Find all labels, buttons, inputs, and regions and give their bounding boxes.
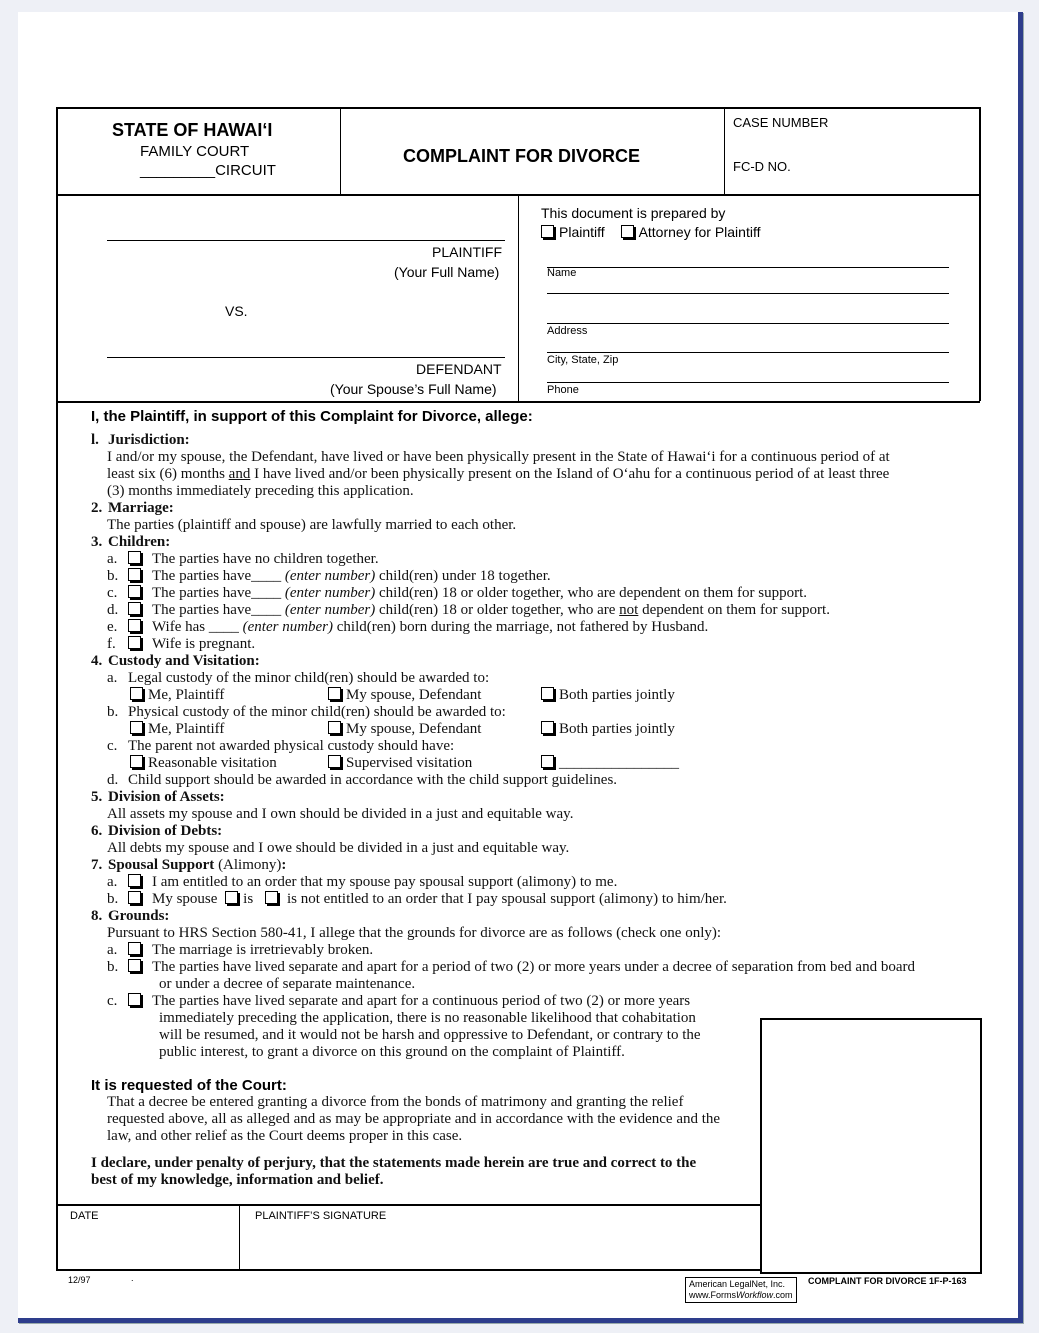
physical-both-checkbox[interactable] xyxy=(541,721,554,734)
signature-field-label[interactable]: PLAINTIFF’S SIGNATURE xyxy=(255,1210,387,1222)
allege-heading: I, the Plaintiff, in support of this Complaint for Divorce, allege: xyxy=(91,408,533,425)
vendor-name: American LegalNet, Inc. xyxy=(689,1279,786,1289)
document-title: COMPLAINT FOR DIVORCE xyxy=(403,146,640,166)
other-visitation-field[interactable]: ________________ xyxy=(559,755,679,771)
grounds-c-checkbox[interactable] xyxy=(128,993,141,1006)
plaintiff-label: PLAINTIFF xyxy=(432,244,503,260)
custody-a-text: a. Legal custody of the minor child(ren) should be awarded to: xyxy=(107,670,490,686)
legal-me-checkbox[interactable] xyxy=(130,687,143,700)
other-visitation-checkbox[interactable] xyxy=(541,755,554,768)
custody-b-me: Me, Plaintiff xyxy=(130,721,224,738)
grounds-option-b: b. The parties have lived separate and apart for a period of two (2) or more years under a decree of separation from bed and board xyxy=(107,959,915,975)
custody-a-both: Both parties jointly xyxy=(541,687,675,704)
custody-a-spouse: My spouse, Defendant xyxy=(328,687,481,704)
section-1-heading: l. Jurisdiction: xyxy=(91,432,190,448)
vendor-box xyxy=(685,1277,797,1303)
grounds-option-c-line-3: will be resumed, and it would not be harsh and oppressive to Defendant, or contrary to the xyxy=(159,1027,701,1043)
children-d-count[interactable]: ____ xyxy=(251,602,282,618)
children-option-d: d. The parties have____ (enter number) child(ren) 18 or older together, who are not dependent on them for support. xyxy=(107,602,830,618)
header-top-border xyxy=(56,107,980,109)
section-5-heading: 5. Division of Assets: xyxy=(91,789,225,805)
declaration-line-1: I declare, under penalty of perjury, that the statements made herein are true and correct to the xyxy=(91,1155,697,1171)
children-b-checkbox[interactable] xyxy=(128,568,141,581)
signature-divider xyxy=(239,1204,240,1270)
section-8-heading: 8. Grounds: xyxy=(91,908,170,924)
legal-spouse-checkbox[interactable] xyxy=(328,687,341,700)
section-1-line-2: least six (6) months and I have lived and/or been physically present on the Island of O‘ahu for a continuous period of at least three xyxy=(107,466,890,482)
grounds-option-c-line-2: immediately preceding the application, there is no reasonable likelihood that cohabitation xyxy=(159,1010,696,1026)
plaintiff-checkbox[interactable] xyxy=(541,225,554,238)
city-label: City, State, Zip xyxy=(547,354,619,366)
children-e-checkbox[interactable] xyxy=(128,619,141,632)
section-2-line-1: The parties (plaintiff and spouse) are lawfully married to each other. xyxy=(107,517,517,533)
section-7-heading: 7. Spousal Support (Alimony): xyxy=(91,857,287,873)
circuit-line xyxy=(140,162,276,179)
city-field-line[interactable] xyxy=(547,352,949,353)
request-heading: It is requested of the Court: xyxy=(91,1077,287,1094)
legal-both-checkbox[interactable] xyxy=(541,687,554,700)
custody-c-reasonable: Reasonable visitation xyxy=(130,755,277,772)
section-6-line-1: All debts my spouse and I owe should be divided in a just and equitable way. xyxy=(107,840,570,856)
section-1-line-3: (3) months immediately preceding this application. xyxy=(107,483,414,499)
name-field-line-2[interactable] xyxy=(547,293,949,294)
children-a-checkbox[interactable] xyxy=(128,551,141,564)
physical-spouse-checkbox[interactable] xyxy=(328,721,341,734)
children-option-e: e. Wife has ____ (enter number) child(ren) born during the marriage, not fathered by Husband. xyxy=(107,619,709,635)
parties-bottom-border xyxy=(56,401,980,403)
form-left-border xyxy=(56,107,58,1270)
header-divider-2 xyxy=(724,107,725,194)
circuit-label: CIRCUIT xyxy=(215,162,276,179)
signature-bottom-border xyxy=(56,1269,761,1271)
support-is-not-checkbox[interactable] xyxy=(265,891,278,904)
parties-divider xyxy=(518,194,519,401)
section-5-line-1: All assets my spouse and I own should be divided in a just and equitable way. xyxy=(107,806,574,822)
vendor-url: www.FormsWorkflow.com xyxy=(689,1290,793,1300)
grounds-option-c: c. The parties have lived separate and apart for a continuous period of two (2) or more years xyxy=(107,993,691,1009)
section-1-line-1: I and/or my spouse, the Defendant, have lived or have been physically present in the State of Hawai‘i for a continuous period of at xyxy=(107,449,890,465)
request-line-2: requested above, all as alleged and as may be appropriate and in accordance with the evidence and the xyxy=(107,1111,721,1127)
section-6-heading: 6. Division of Debts: xyxy=(91,823,223,839)
footer-dot: . xyxy=(131,1273,134,1283)
name-label: Name xyxy=(547,267,577,279)
children-option-b: b. The parties have____ (enter number) child(ren) under 18 together. xyxy=(107,568,551,584)
form-right-border xyxy=(979,107,981,401)
reasonable-visitation-checkbox[interactable] xyxy=(130,755,143,768)
revision-date: 12/97 xyxy=(68,1275,91,1285)
custody-a-me: Me, Plaintiff xyxy=(130,687,224,704)
case-number-label: CASE NUMBER xyxy=(733,115,829,130)
request-line-1: That a decree be entered granting a divorce from the bonds of matrimony and granting the relief xyxy=(107,1094,684,1110)
phone-label: Phone xyxy=(547,384,579,396)
grounds-b-checkbox[interactable] xyxy=(128,959,141,972)
name-field-line[interactable] xyxy=(547,267,949,268)
children-b-count[interactable]: ____ xyxy=(251,568,282,584)
support-option-a: a. I am entitled to an order that my spouse pay spousal support (alimony) to me. xyxy=(107,874,618,890)
children-option-a: a. The parties have no children together. xyxy=(107,551,379,567)
request-line-3: law, and other relief as the Court deems proper in this case. xyxy=(107,1128,463,1144)
custody-c-text: c. The parent not awarded physical custody should have: xyxy=(107,738,455,754)
children-option-c: c. The parties have____ (enter number) child(ren) 18 or older together, who are dependent on them for support. xyxy=(107,585,808,601)
form-page xyxy=(18,12,1023,1323)
children-e-count[interactable]: ____ xyxy=(208,619,239,635)
versus-label: VS. xyxy=(225,303,248,319)
section-8-intro: Pursuant to HRS Section 580-41, I allege that the grounds for divorce are as follows (check one only): xyxy=(107,925,722,941)
state-title: STATE OF HAWAI‘I xyxy=(112,120,273,140)
signature-top-border xyxy=(56,1204,761,1206)
children-c-checkbox[interactable] xyxy=(128,585,141,598)
support-is-checkbox[interactable] xyxy=(225,891,238,904)
section-2-heading: 2. Marriage: xyxy=(91,500,174,516)
custody-b-spouse: My spouse, Defendant xyxy=(328,721,481,738)
declaration-line-2: best of my knowledge, information and belief. xyxy=(91,1172,384,1188)
children-c-count[interactable]: ____ xyxy=(251,585,282,601)
support-option-b: b. My spouse is is not entitled to an order that I pay spousal support (alimony) to him/her. xyxy=(107,891,727,907)
phone-field-line[interactable] xyxy=(547,382,949,383)
plaintiff-hint: (Your Full Name) xyxy=(394,264,500,280)
attorney-option-label: Attorney for Plaintiff xyxy=(638,224,761,240)
custody-b-both: Both parties jointly xyxy=(541,721,675,738)
support-b-checkbox[interactable] xyxy=(128,891,141,904)
section-4-heading: 4. Custody and Visitation: xyxy=(91,653,260,669)
children-option-f: f. Wife is pregnant. xyxy=(107,636,256,652)
prepared-by-title: This document is prepared by xyxy=(541,205,726,221)
grounds-a-checkbox[interactable] xyxy=(128,942,141,955)
custody-c-supervised: Supervised visitation xyxy=(328,755,472,772)
custody-c-other xyxy=(541,755,679,772)
date-field-label[interactable]: DATE xyxy=(70,1210,99,1222)
supervised-visitation-checkbox[interactable] xyxy=(328,755,341,768)
address-field-line[interactable] xyxy=(547,323,949,324)
defendant-name-line[interactable] xyxy=(107,357,505,358)
plaintiff-option-label: Plaintiff xyxy=(559,224,605,240)
custody-b-text: b. Physical custody of the minor child(ren) should be awarded to: xyxy=(107,704,506,720)
header-divider-1 xyxy=(340,107,341,194)
plaintiff-name-line[interactable] xyxy=(107,240,505,241)
physical-me-checkbox[interactable] xyxy=(130,721,143,734)
form-id: COMPLAINT FOR DIVORCE 1F-P-163 xyxy=(808,1276,967,1286)
defendant-hint: (Your Spouse’s Full Name) xyxy=(330,381,497,397)
children-d-checkbox[interactable] xyxy=(128,602,141,615)
custody-d-text: d. Child support should be awarded in accordance with the child support guidelines. xyxy=(107,772,618,788)
section-3-heading: 3. Children: xyxy=(91,534,171,550)
attorney-checkbox[interactable] xyxy=(621,225,634,238)
children-f-checkbox[interactable] xyxy=(128,636,141,649)
defendant-label: DEFENDANT xyxy=(416,361,502,377)
court-stamp-box xyxy=(760,1018,982,1274)
grounds-option-a: a. The marriage is irretrievably broken. xyxy=(107,942,374,958)
grounds-option-c-line-4: public interest, to grant a divorce on this ground on the complaint of Plaintiff. xyxy=(159,1044,625,1060)
circuit-blank[interactable]: _________ xyxy=(140,162,216,179)
address-label: Address xyxy=(547,325,588,337)
grounds-option-b-cont: or under a decree of separate maintenance. xyxy=(159,976,416,992)
fcd-number-label[interactable]: FC-D NO. xyxy=(733,159,791,174)
prepared-by-options xyxy=(541,224,760,240)
support-a-checkbox[interactable] xyxy=(128,874,141,887)
court-name: FAMILY COURT xyxy=(140,143,250,160)
